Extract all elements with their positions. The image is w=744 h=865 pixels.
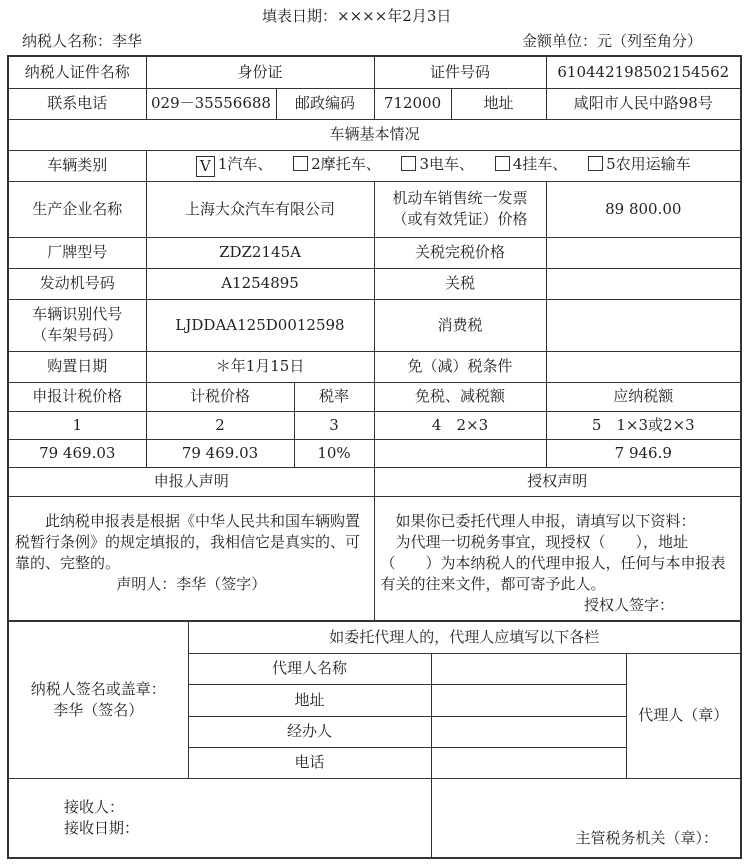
agent-handler-value[interactable]	[431, 716, 626, 747]
authorization-line1: 如果你已委托代理人申报，请填写以下资料：	[395, 511, 696, 530]
option-label: 3电车、	[419, 155, 475, 173]
agent-section-title: 如委托代理人的，代理人应填写以下各栏	[188, 621, 741, 653]
model-label: 厂牌型号	[8, 237, 146, 268]
calc-code: 5 1×3或2×3	[546, 411, 741, 439]
purchase-date-value[interactable]: ＊年1月15日	[146, 351, 374, 382]
calc-code: 3	[294, 411, 374, 439]
customs-price-value[interactable]	[546, 237, 741, 268]
manufacturer-label: 生产企业名称	[8, 181, 146, 237]
checkbox[interactable]	[588, 156, 603, 171]
calc-code: 2	[146, 411, 294, 439]
invoice-price-label	[374, 181, 546, 237]
agent-name-value[interactable]	[431, 653, 626, 684]
id-type-value[interactable]: 身份证	[146, 56, 374, 88]
vin-label-line2: （车架号码）	[32, 326, 123, 344]
authorization-line2: 为代理一切税务事宜，现授权（ ），地址（ ）为本纳税人的代理申报人，任何与本申报表有关的往来文件，都可寄予此人。	[380, 532, 726, 593]
phone-value[interactable]: 029－35556688	[146, 88, 276, 119]
calc-header: 应纳税额	[546, 382, 741, 411]
receiver-label: 接收人：	[64, 797, 125, 816]
vin-value[interactable]: LJDDAA125D0012598	[146, 299, 374, 351]
option-label: 4挂车、	[512, 155, 568, 173]
currency-unit: 金额单位：元（列至角分）	[522, 32, 703, 50]
purchase-date-label: 购置日期	[8, 351, 146, 382]
authorization-statement	[374, 496, 741, 621]
tax-form-table-bottom	[7, 620, 742, 859]
authorization-signer: 授权人签字：	[584, 595, 675, 614]
declarant-text: 此纳税申报表是根据《中华人民共和国车辆购置税暂行条例》的规定填报的，我相信它是真实的、可靠的、完整的。	[15, 511, 361, 572]
authorization-title: 授权声明	[374, 467, 741, 496]
id-type-label: 纳税人证件名称	[8, 56, 146, 88]
vehicle-type-option-tram[interactable]	[401, 155, 474, 173]
declarant-signer: 声明人：李华（签字）	[116, 574, 267, 593]
vehicle-type-options	[146, 150, 741, 181]
taxpayer-sign-label: 纳税人签名或盖章：	[30, 679, 166, 698]
taxable-price-value[interactable]: 79 469.03	[146, 439, 294, 467]
calc-code: 1	[8, 411, 146, 439]
tax-rate-value[interactable]: 10%	[294, 439, 374, 467]
vehicle-type-option-farm-truck[interactable]	[588, 155, 691, 173]
option-label: 1汽车、	[217, 155, 273, 173]
phone-label: 联系电话	[8, 88, 146, 119]
agent-phone-label: 电话	[188, 747, 431, 778]
invoice-price-value[interactable]: 89 800.00	[546, 181, 741, 237]
declarant-statement	[8, 496, 374, 621]
calc-code: 4 2×3	[374, 411, 546, 439]
checkbox[interactable]	[401, 156, 416, 171]
postcode-value[interactable]: 712000	[374, 88, 451, 119]
engine-label: 发动机号码	[8, 268, 146, 299]
exemption-amount-value[interactable]	[374, 439, 546, 467]
customs-duty-value[interactable]	[546, 268, 741, 299]
agent-name-label: 代理人名称	[188, 653, 431, 684]
invoice-label-line1: 机动车销售统一发票	[392, 189, 528, 207]
calc-header: 计税价格	[146, 382, 294, 411]
vehicle-type-option-motorcycle[interactable]	[293, 155, 381, 173]
tax-payable-value[interactable]: 7 946.9	[546, 439, 741, 467]
model-value[interactable]: ZDZ2145A	[146, 237, 374, 268]
checkbox[interactable]	[495, 156, 510, 171]
agent-seal: 代理人（章）	[626, 653, 741, 778]
agent-handler-label: 经办人	[188, 716, 431, 747]
receiver-cell	[8, 778, 431, 858]
vehicle-type-option-car[interactable]	[196, 155, 273, 173]
tax-form-table-top	[7, 55, 742, 622]
vehicle-section-title: 车辆基本情况	[8, 119, 741, 150]
vin-label-line1: 车辆识别代号	[32, 305, 123, 323]
taxpayer-name: 纳税人名称：李华	[22, 32, 143, 50]
consumption-tax-value[interactable]	[546, 299, 741, 351]
engine-value[interactable]: A1254895	[146, 268, 374, 299]
option-label: 5农用运输车	[606, 155, 691, 173]
agent-address-value[interactable]	[431, 684, 626, 716]
declarant-title: 申报人声明	[8, 467, 374, 496]
calc-header: 申报计税价格	[8, 382, 146, 411]
id-no-label: 证件号码	[374, 56, 546, 88]
calc-header: 免税、减税额	[374, 382, 546, 411]
tax-authority-cell: 主管税务机关（章）：	[431, 778, 741, 858]
vin-label	[8, 299, 146, 351]
taxpayer-signature[interactable]	[8, 621, 188, 778]
exemption-value[interactable]	[546, 351, 741, 382]
declared-price-value[interactable]: 79 469.03	[8, 439, 146, 467]
checkbox[interactable]	[293, 156, 308, 171]
vehicle-type-label: 车辆类别	[8, 150, 146, 181]
vehicle-type-option-trailer[interactable]	[495, 155, 568, 173]
option-label: 2摩托车、	[311, 155, 381, 173]
consumption-tax-label: 消费税	[374, 299, 546, 351]
postcode-label: 邮政编码	[276, 88, 374, 119]
customs-price-label: 关税完税价格	[374, 237, 546, 268]
calc-header: 税率	[294, 382, 374, 411]
exemption-label: 免（减）税条件	[374, 351, 546, 382]
address-label: 地址	[451, 88, 546, 119]
receive-date-label: 接收日期：	[64, 818, 140, 837]
invoice-label-line2: （或有效凭证）价格	[392, 210, 528, 228]
checkbox-checked[interactable]: V	[196, 156, 215, 177]
manufacturer-value[interactable]: 上海大众汽车有限公司	[146, 181, 374, 237]
customs-duty-label: 关税	[374, 268, 546, 299]
agent-address-label: 地址	[188, 684, 431, 716]
fill-date: 填表日期：××××年2月3日	[262, 7, 452, 25]
taxpayer-sign-value: 李华（签名）	[53, 700, 144, 719]
address-value[interactable]: 咸阳市人民中路98号	[546, 88, 741, 119]
agent-phone-value[interactable]	[431, 747, 626, 778]
id-no-value[interactable]: 610442198502154562	[546, 56, 741, 88]
